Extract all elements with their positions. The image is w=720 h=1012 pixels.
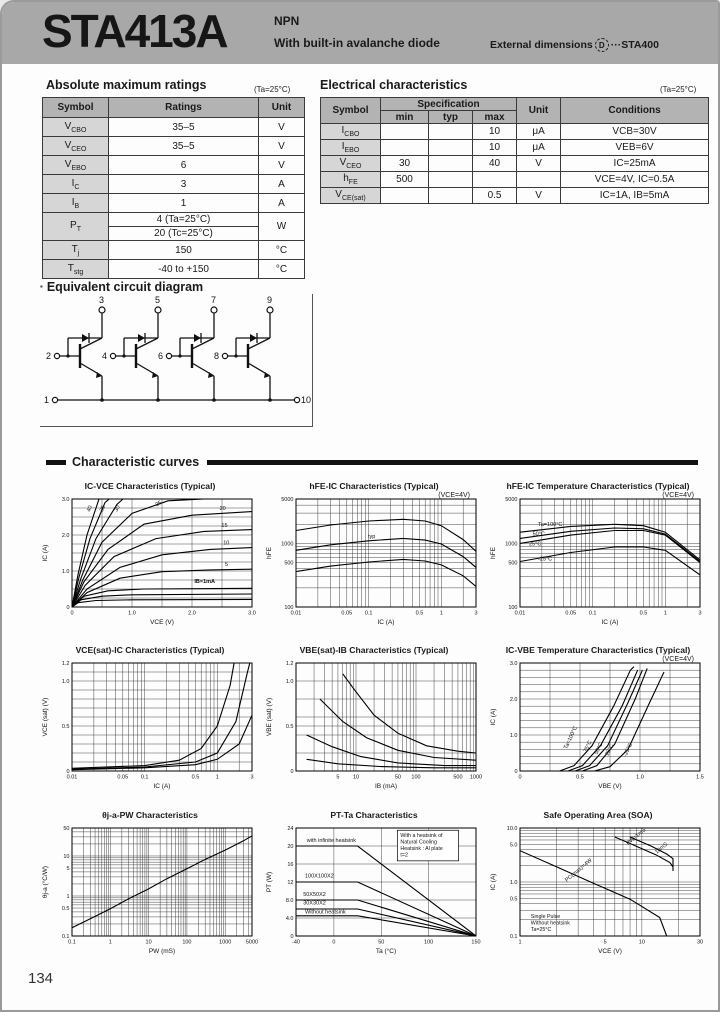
svg-text:1: 1 xyxy=(108,939,112,946)
conditions-cell: VCB=30V xyxy=(561,124,709,140)
ec-col-max: max xyxy=(473,111,517,124)
svg-text:1.0: 1.0 xyxy=(636,774,644,781)
svg-text:0.1: 0.1 xyxy=(61,934,70,940)
svg-text:0.5: 0.5 xyxy=(415,610,424,617)
pin-label: 2 xyxy=(46,351,52,361)
svg-text:0.5: 0.5 xyxy=(191,774,200,781)
max-cell: 40 xyxy=(473,156,517,172)
svg-text:500: 500 xyxy=(508,560,518,567)
svg-text:50: 50 xyxy=(394,774,402,781)
min-cell: 30 xyxy=(381,156,429,172)
pin-label: 9 xyxy=(267,295,273,305)
section-bullet-icon: ▪ xyxy=(40,282,43,291)
svg-text:PW=1mS: PW=1mS xyxy=(625,827,648,847)
table-row xyxy=(43,194,305,213)
table-row xyxy=(43,260,305,279)
chart-title: VCE(sat)-IC Characteristics (Typical) xyxy=(75,645,225,655)
svg-text:VCE (V): VCE (V) xyxy=(150,619,174,626)
rating-cell: 1 xyxy=(109,194,259,213)
table-row xyxy=(321,98,709,111)
amr-col-ratings: Ratings xyxy=(109,98,259,118)
chart-canvas xyxy=(486,493,710,631)
rating-cell: 20 (Tc=25°C) xyxy=(109,227,259,241)
circuit-title: ▪ Equivalent circuit diagram xyxy=(40,280,204,294)
chart-annotation: (VCE=4V) xyxy=(438,492,470,499)
rating-cell: 3 xyxy=(109,175,259,194)
svg-text:1: 1 xyxy=(439,610,443,617)
svg-text:t=2: t=2 xyxy=(400,852,408,859)
chart-hfe-ic-temperature xyxy=(486,480,710,644)
max-cell: 0.5 xyxy=(473,188,517,204)
pin-label: 5 xyxy=(155,295,161,305)
rating-cell: 35–5 xyxy=(109,137,259,156)
unit-cell: V xyxy=(517,188,561,204)
svg-text:VBE (sat) (V): VBE (sat) (V) xyxy=(266,697,273,737)
svg-text:0.1: 0.1 xyxy=(364,610,373,617)
chart-soa xyxy=(486,809,710,969)
pin-label: 7 xyxy=(211,295,217,305)
rating-cell: 4 (Ta=25°C) xyxy=(109,213,259,227)
symbol-cell: $P_T$ xyxy=(43,213,109,241)
svg-text:VCE (V): VCE (V) xyxy=(598,948,622,955)
chart-canvas xyxy=(486,657,710,795)
svg-text:Ta=25°C: Ta=25°C xyxy=(530,927,552,934)
svg-text:3: 3 xyxy=(250,774,254,781)
circuit-svg xyxy=(40,294,312,426)
svg-text:PT (W): PT (W) xyxy=(266,871,273,893)
svg-text:50°C: 50°C xyxy=(593,741,605,756)
table-row xyxy=(43,98,305,118)
svg-text:100: 100 xyxy=(411,774,421,781)
chart-thermal-pw xyxy=(38,809,262,969)
svg-text:0: 0 xyxy=(518,774,522,781)
svg-text:50: 50 xyxy=(378,939,385,946)
svg-text:5: 5 xyxy=(66,866,70,873)
svg-text:0.5: 0.5 xyxy=(576,774,584,781)
svg-text:hFE: hFE xyxy=(490,547,497,559)
table-row xyxy=(321,156,709,172)
svg-text:1.0: 1.0 xyxy=(61,569,70,575)
svg-text:PC(max)=4W: PC(max)=4W xyxy=(564,857,594,884)
svg-text:1000: 1000 xyxy=(219,939,232,946)
table-row xyxy=(43,175,305,194)
external-dimensions-ref: ···STA400 xyxy=(610,39,659,51)
svg-text:0.5: 0.5 xyxy=(509,896,518,903)
ec-title: Electrical characteristics xyxy=(320,78,468,92)
chart-ic-vbe-temperature xyxy=(486,644,710,809)
svg-text:10: 10 xyxy=(145,939,152,946)
svg-text:3.0: 3.0 xyxy=(509,661,518,667)
ec-table xyxy=(320,97,709,204)
svg-text:25°C: 25°C xyxy=(529,541,542,548)
svg-text:2.0: 2.0 xyxy=(61,533,70,539)
svg-text:5000: 5000 xyxy=(245,939,259,946)
chart-canvas xyxy=(38,657,262,795)
svg-text:3.0: 3.0 xyxy=(248,610,256,617)
svg-text:Ta=100°C: Ta=100°C xyxy=(538,522,563,528)
svg-text:-40: -40 xyxy=(292,939,300,946)
unit-cell: °C xyxy=(259,241,305,260)
ec-col-min: min xyxy=(381,111,429,124)
svg-text:0.05: 0.05 xyxy=(117,774,129,781)
svg-text:IB=1mA: IB=1mA xyxy=(194,579,216,586)
symbol-cell: $T_{stg}$ xyxy=(43,260,109,279)
svg-text:IC (A): IC (A) xyxy=(490,708,497,726)
svg-text:1.0: 1.0 xyxy=(509,880,518,886)
svg-text:Without heatsink: Without heatsink xyxy=(530,920,570,927)
page-number: 134 xyxy=(28,970,54,987)
rating-cell: 150 xyxy=(109,241,259,260)
pin-label: 4 xyxy=(102,351,108,361)
svg-text:1000: 1000 xyxy=(505,541,518,548)
svg-text:35: 35 xyxy=(98,504,108,513)
svg-text:10: 10 xyxy=(223,540,230,547)
svg-text:50X50X2: 50X50X2 xyxy=(303,892,326,899)
svg-text:hFE: hFE xyxy=(266,547,273,559)
svg-text:20: 20 xyxy=(219,505,226,512)
conditions-cell: IC=25mA xyxy=(561,156,709,172)
svg-text:75°C: 75°C xyxy=(582,739,594,754)
svg-text:1: 1 xyxy=(66,893,70,900)
svg-text:VCE (sat) (V): VCE (sat) (V) xyxy=(42,697,49,737)
chart-title: θj-a-PW Characteristics xyxy=(102,810,198,820)
chart-canvas xyxy=(262,493,486,631)
svg-text:10.0: 10.0 xyxy=(506,826,518,832)
chart-title: PT-Ta Characteristics xyxy=(330,810,418,820)
amr-condition: (Ta=25°C) xyxy=(254,85,291,94)
amr-table xyxy=(42,97,305,279)
svg-text:30: 30 xyxy=(113,504,122,513)
svg-text:θj-a (°C/W): θj-a (°C/W) xyxy=(42,865,49,899)
svg-text:IC (A): IC (A) xyxy=(42,544,49,562)
svg-text:1.0: 1.0 xyxy=(128,610,136,617)
svg-text:0: 0 xyxy=(332,939,336,946)
external-dimensions-label: External dimensions xyxy=(490,39,593,51)
max-cell: 10 xyxy=(473,140,517,156)
svg-text:0.5: 0.5 xyxy=(61,906,70,913)
symbol-cell: $V_{CE(sat)}$ xyxy=(321,188,381,204)
circuit-diagram xyxy=(40,294,313,427)
table-row xyxy=(43,213,305,227)
chart-ic-vce xyxy=(38,480,262,644)
svg-text:1.0: 1.0 xyxy=(509,733,518,739)
svg-text:0: 0 xyxy=(514,769,518,775)
svg-text:100: 100 xyxy=(424,939,434,946)
svg-text:PW (mS): PW (mS) xyxy=(148,948,176,955)
chart-title: IC-VBE Temperature Characteristics (Typical) xyxy=(505,645,691,655)
symbol-cell: $V_{CEO}$ xyxy=(321,156,381,172)
unit-cell: μA xyxy=(517,140,561,156)
svg-text:50: 50 xyxy=(63,826,70,832)
chart-hfe-ic xyxy=(262,480,486,644)
svg-text:0.1: 0.1 xyxy=(68,939,76,946)
svg-text:VBE (V): VBE (V) xyxy=(598,783,622,790)
amr-col-symbol: Symbol xyxy=(43,98,109,118)
chart-title: VBE(sat)-IB Characteristics (Typical) xyxy=(299,645,449,655)
svg-text:0.1: 0.1 xyxy=(140,774,149,781)
table-row xyxy=(321,124,709,140)
pin-label: 10 xyxy=(301,395,312,405)
chart-canvas xyxy=(262,822,486,960)
svg-text:0.01: 0.01 xyxy=(66,774,78,781)
svg-text:Natural Cooling: Natural Cooling xyxy=(400,839,437,846)
symbol-cell: $T_j$ xyxy=(43,241,109,260)
svg-text:0: 0 xyxy=(290,934,294,940)
svg-text:1000: 1000 xyxy=(281,541,294,548)
amr-col-unit: Unit xyxy=(259,98,305,118)
svg-text:100: 100 xyxy=(182,939,192,946)
svg-text:150: 150 xyxy=(471,939,481,946)
svg-text:5000: 5000 xyxy=(505,497,518,503)
svg-text:IC (A): IC (A) xyxy=(490,873,497,891)
unit-cell: A xyxy=(259,175,305,194)
svg-text:Without heatsink: Without heatsink xyxy=(305,909,346,916)
svg-text:IC (A): IC (A) xyxy=(601,619,619,626)
svg-text:500: 500 xyxy=(284,560,294,567)
svg-text:1.2: 1.2 xyxy=(285,661,294,667)
unit-cell: μA xyxy=(517,124,561,140)
chart-title: hFE-IC Temperature Characteristics (Typical) xyxy=(506,481,690,491)
svg-text:0.05: 0.05 xyxy=(341,610,353,617)
part-number: STA413A xyxy=(42,5,227,57)
svg-text:1.0: 1.0 xyxy=(285,679,294,685)
chart-title: IC-VCE Characteristics (Typical) xyxy=(84,481,216,491)
header-band xyxy=(2,2,718,64)
rating-cell: 6 xyxy=(109,156,259,175)
min-cell xyxy=(381,188,429,204)
svg-text:1.0: 1.0 xyxy=(61,679,70,685)
svg-text:0.01: 0.01 xyxy=(514,610,526,617)
chart-vbesat-ib xyxy=(262,644,486,809)
symbol-cell: $h_{FE}$ xyxy=(321,172,381,188)
pin-label: 8 xyxy=(214,351,220,361)
symbol-cell: $V_{CBO}$ xyxy=(43,118,109,137)
svg-text:50°C: 50°C xyxy=(532,531,545,538)
svg-text:Ta=100°C: Ta=100°C xyxy=(563,725,579,751)
svg-text:25: 25 xyxy=(154,500,163,509)
charts-grid xyxy=(38,480,710,969)
unit-cell: °C xyxy=(259,260,305,279)
svg-text:1.2: 1.2 xyxy=(61,661,70,667)
table-row xyxy=(43,137,305,156)
svg-text:5.0: 5.0 xyxy=(509,842,518,849)
transistor-type: NPN xyxy=(274,14,300,28)
rating-cell: -40 to +150 xyxy=(109,260,259,279)
dimension-circle-d-icon: D xyxy=(595,38,609,52)
symbol-cell: $V_{CEO}$ xyxy=(43,137,109,156)
pin-label: 6 xyxy=(158,351,164,361)
svg-text:1000: 1000 xyxy=(469,774,483,781)
max-cell: 10 xyxy=(473,124,517,140)
symbol-cell: $I_{CBO}$ xyxy=(321,124,381,140)
svg-text:IB (mA): IB (mA) xyxy=(374,783,398,790)
table-row xyxy=(321,188,709,204)
max-cell xyxy=(473,172,517,188)
ec-col-symbol: Symbol xyxy=(321,98,381,124)
chart-annotation: (VCE=4V) xyxy=(662,492,694,499)
svg-text:IC (A): IC (A) xyxy=(377,619,395,626)
svg-text:0.5: 0.5 xyxy=(285,724,294,730)
chart-pt-ta xyxy=(262,809,486,969)
chart-annotation: (VCE=4V) xyxy=(662,656,694,663)
svg-text:with infinite heatsink: with infinite heatsink xyxy=(306,838,357,845)
svg-text:Heatsink : Al plate: Heatsink : Al plate xyxy=(400,846,443,853)
svg-text:0: 0 xyxy=(70,610,74,617)
svg-text:30X30X2: 30X30X2 xyxy=(303,900,326,907)
conditions-cell: IC=1A, IB=5mA xyxy=(561,188,709,204)
svg-text:4.0: 4.0 xyxy=(285,916,294,922)
chart-canvas xyxy=(262,657,486,795)
chart-title: hFE-IC Characteristics (Typical) xyxy=(309,481,439,491)
typ-cell xyxy=(429,156,473,172)
conditions-cell: VCE=4V, IC=0.5A xyxy=(561,172,709,188)
svg-text:1: 1 xyxy=(215,774,219,781)
svg-text:24: 24 xyxy=(287,826,294,832)
svg-text:100X100X2: 100X100X2 xyxy=(305,873,334,880)
svg-text:100: 100 xyxy=(284,605,294,611)
svg-text:500: 500 xyxy=(453,774,463,781)
table-row xyxy=(321,172,709,188)
chart-title: Safe Operating Area (SOA) xyxy=(543,810,653,820)
min-cell xyxy=(381,124,429,140)
svg-text:5: 5 xyxy=(336,774,340,781)
chart-canvas xyxy=(38,822,262,960)
typ-cell xyxy=(429,124,473,140)
svg-text:5: 5 xyxy=(603,939,607,946)
pin-label: 1 xyxy=(44,395,50,405)
typ-cell xyxy=(429,188,473,204)
chart-vcesat-ic xyxy=(38,644,262,809)
svg-text:10: 10 xyxy=(63,853,70,860)
svg-text:2.0: 2.0 xyxy=(188,610,196,617)
svg-text:20: 20 xyxy=(287,844,294,850)
chart-canvas xyxy=(486,822,710,960)
min-cell xyxy=(381,140,429,156)
svg-text:40: 40 xyxy=(86,504,94,513)
table-row xyxy=(43,118,305,137)
svg-text:10: 10 xyxy=(352,774,360,781)
svg-text:8.0: 8.0 xyxy=(285,898,294,904)
table-row xyxy=(43,156,305,175)
svg-text:15: 15 xyxy=(221,523,228,530)
curves-section-header xyxy=(46,454,698,470)
ec-col-conditions: Conditions xyxy=(561,98,709,124)
typ-cell xyxy=(429,140,473,156)
svg-text:1.5: 1.5 xyxy=(696,774,704,781)
ec-col-unit: Unit xyxy=(517,98,561,124)
curves-section-title: Characteristic curves xyxy=(72,455,200,469)
svg-text:IC (A): IC (A) xyxy=(153,783,171,790)
table-row xyxy=(321,140,709,156)
svg-text:0: 0 xyxy=(66,769,70,775)
svg-text:5: 5 xyxy=(225,561,229,568)
svg-text:Ta (°C): Ta (°C) xyxy=(375,948,397,955)
external-dimensions xyxy=(490,38,659,52)
symbol-cell: $I_B$ xyxy=(43,194,109,213)
conditions-cell: VEB=6V xyxy=(561,140,709,156)
svg-text:5000: 5000 xyxy=(281,497,294,503)
unit-cell: V xyxy=(517,156,561,172)
svg-text:With a heatsink of: With a heatsink of xyxy=(400,833,443,840)
rule-bar xyxy=(46,460,66,465)
chart-canvas xyxy=(38,493,262,631)
svg-text:2.0: 2.0 xyxy=(509,697,518,703)
svg-text:25°C: 25°C xyxy=(604,743,616,757)
unit-cell: W xyxy=(259,213,305,241)
svg-text:10mS: 10mS xyxy=(654,841,670,856)
symbol-cell: $V_{EBO}$ xyxy=(43,156,109,175)
svg-text:3: 3 xyxy=(698,610,702,617)
svg-text:100: 100 xyxy=(508,605,518,611)
svg-text:0.5: 0.5 xyxy=(61,724,70,730)
rating-cell: 35–5 xyxy=(109,118,259,137)
typ-cell xyxy=(429,172,473,188)
rule-bar xyxy=(207,460,698,465)
unit-cell: V xyxy=(259,137,305,156)
min-cell: 500 xyxy=(381,172,429,188)
svg-text:0.1: 0.1 xyxy=(509,934,518,940)
svg-text:16: 16 xyxy=(287,862,294,868)
unit-cell: V xyxy=(259,156,305,175)
svg-text:0.01: 0.01 xyxy=(290,610,302,617)
svg-text:3.0: 3.0 xyxy=(61,497,70,503)
svg-text:1: 1 xyxy=(518,939,522,946)
unit-cell xyxy=(517,172,561,188)
symbol-cell: $I_C$ xyxy=(43,175,109,194)
svg-text:0.1: 0.1 xyxy=(588,610,597,617)
unit-cell: V xyxy=(259,118,305,137)
svg-text:3: 3 xyxy=(474,610,478,617)
svg-text:0.5: 0.5 xyxy=(639,610,648,617)
svg-text:1: 1 xyxy=(663,610,667,617)
ec-condition: (Ta=25°C) xyxy=(660,85,697,94)
ec-col-typ: typ xyxy=(429,111,473,124)
pin-label: 3 xyxy=(99,295,105,305)
ec-col-spec: Specification xyxy=(381,98,517,111)
svg-text:10: 10 xyxy=(638,939,645,946)
svg-text:typ: typ xyxy=(368,533,376,540)
svg-text:0: 0 xyxy=(66,605,70,611)
svg-text:12: 12 xyxy=(287,880,294,886)
table-row xyxy=(43,241,305,260)
svg-text:-25°C: -25°C xyxy=(622,742,634,758)
part-subtitle: With built-in avalanche diode xyxy=(274,36,440,50)
svg-text:-25°C: -25°C xyxy=(538,556,553,563)
unit-cell: A xyxy=(259,194,305,213)
svg-text:0.05: 0.05 xyxy=(565,610,577,617)
svg-text:30: 30 xyxy=(696,939,704,946)
symbol-cell: $I_{EBO}$ xyxy=(321,140,381,156)
svg-text:Single Pulse: Single Pulse xyxy=(530,914,561,921)
svg-text:0: 0 xyxy=(290,769,294,775)
amr-title: Absolute maximum ratings xyxy=(46,78,207,92)
